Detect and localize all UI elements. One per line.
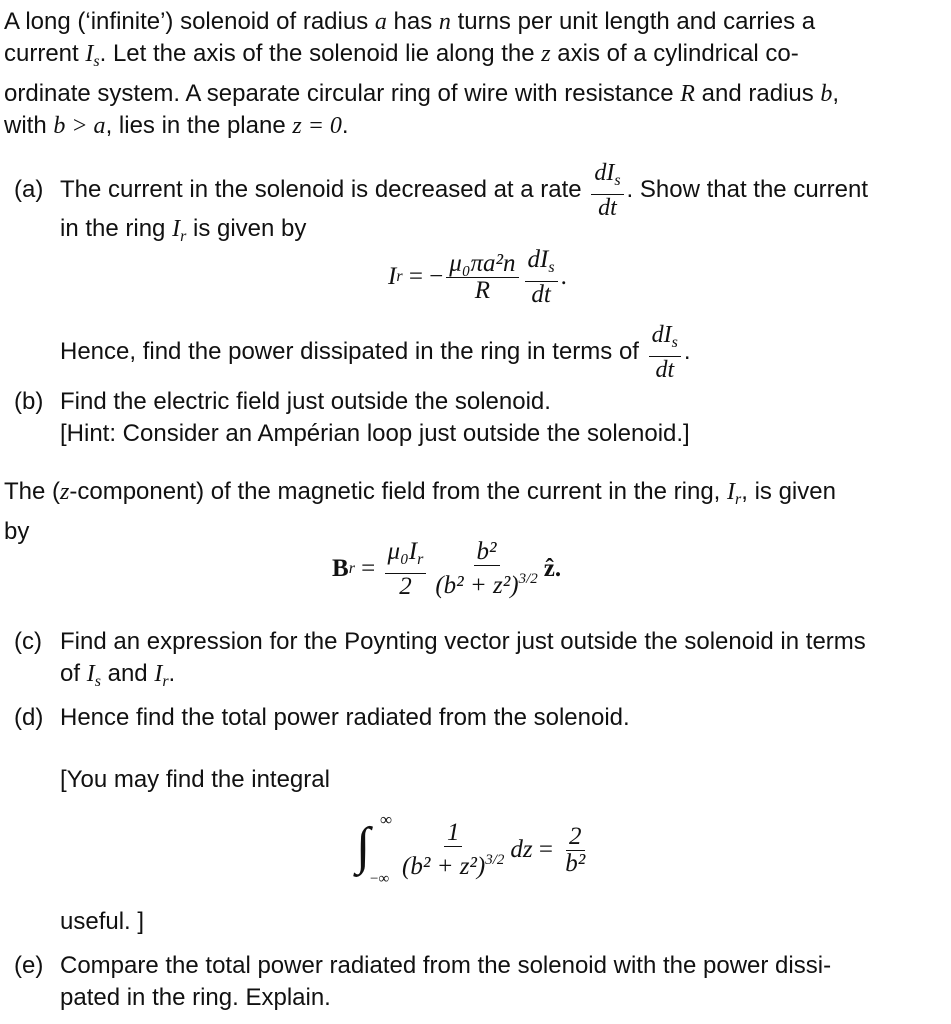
intro-line-2: current $I_s$. Let the axis of the solenoid lie along the z axis of a cylindrical co- (4, 40, 799, 70)
part-e-text: Compare the total power radiated from the solenoid with the power dissi- pated in the ring. Explain. (60, 952, 832, 1011)
part-c-text: Find an expression for the Poynting vector just outside the solenoid in terms of $I_s$ and $I_r$. (60, 628, 866, 690)
part-c-label: (c) (14, 628, 42, 655)
middle-paragraph: The (z-component) of the magnetic field from the current in the ring, $I_r$, is given by (4, 478, 836, 545)
part-a-line-2: in the ring $I_r$ is given by (60, 215, 307, 245)
part-e-label: (e) (14, 952, 44, 979)
intro-line-3: ordinate system. A separate circular ring of wire with resistance R and radius b, (4, 80, 840, 107)
part-b-text: Find the electric field just outside the solenoid. [Hint: Consider an Ampérian loop just outside the solenoid.] (60, 388, 690, 447)
ring-current-equation: I r = − $\frac{\text{μ₀πa²n}}{R}$ $\frac{dI_s}{dt}$ . (388, 245, 567, 308)
rate-fraction: $\frac{dI_s}{dt}$ (591, 160, 623, 221)
part-d-note: [You may find the integral (60, 766, 330, 793)
part-a-label: (a) (14, 176, 44, 203)
part-a-hence: Hence, find the power dissipated in the ring in terms of $\frac{dI_s}{dt}$ . (60, 321, 691, 383)
integral-sign: ∫ (356, 818, 371, 875)
part-b-label: (b) (14, 388, 44, 415)
part-d-label: (d) (14, 704, 44, 731)
part-d-useful: useful. ] (60, 908, 145, 935)
intro-paragraph (4, 6, 944, 142)
intro-line-4: with b > a, lies in the plane z = 0. (4, 112, 349, 139)
part-d-text: Hence find the total power radiated from the solenoid. (60, 704, 630, 731)
intro-line-1: A long (‘infinite’) solenoid of radius a has n turns per unit length and carries a (4, 8, 816, 35)
integral-equation: ∫ ∞ −∞ $\frac{1}{(b^2 + z^2)^{3/2}}$ dz = $\frac{2}{\text{b²}}$ (356, 810, 586, 887)
ring-field-equation: B r = $\frac{\mu_0I_r}{2}$ $\frac{\text{b²}}{(b^2 + z^2)^{3/2}}$ ẑ. (332, 537, 562, 600)
part-a-line-1: The current in the solenoid is decreased at a rate $\frac{dI_s}{dt}$ . Show that the current (60, 159, 869, 221)
